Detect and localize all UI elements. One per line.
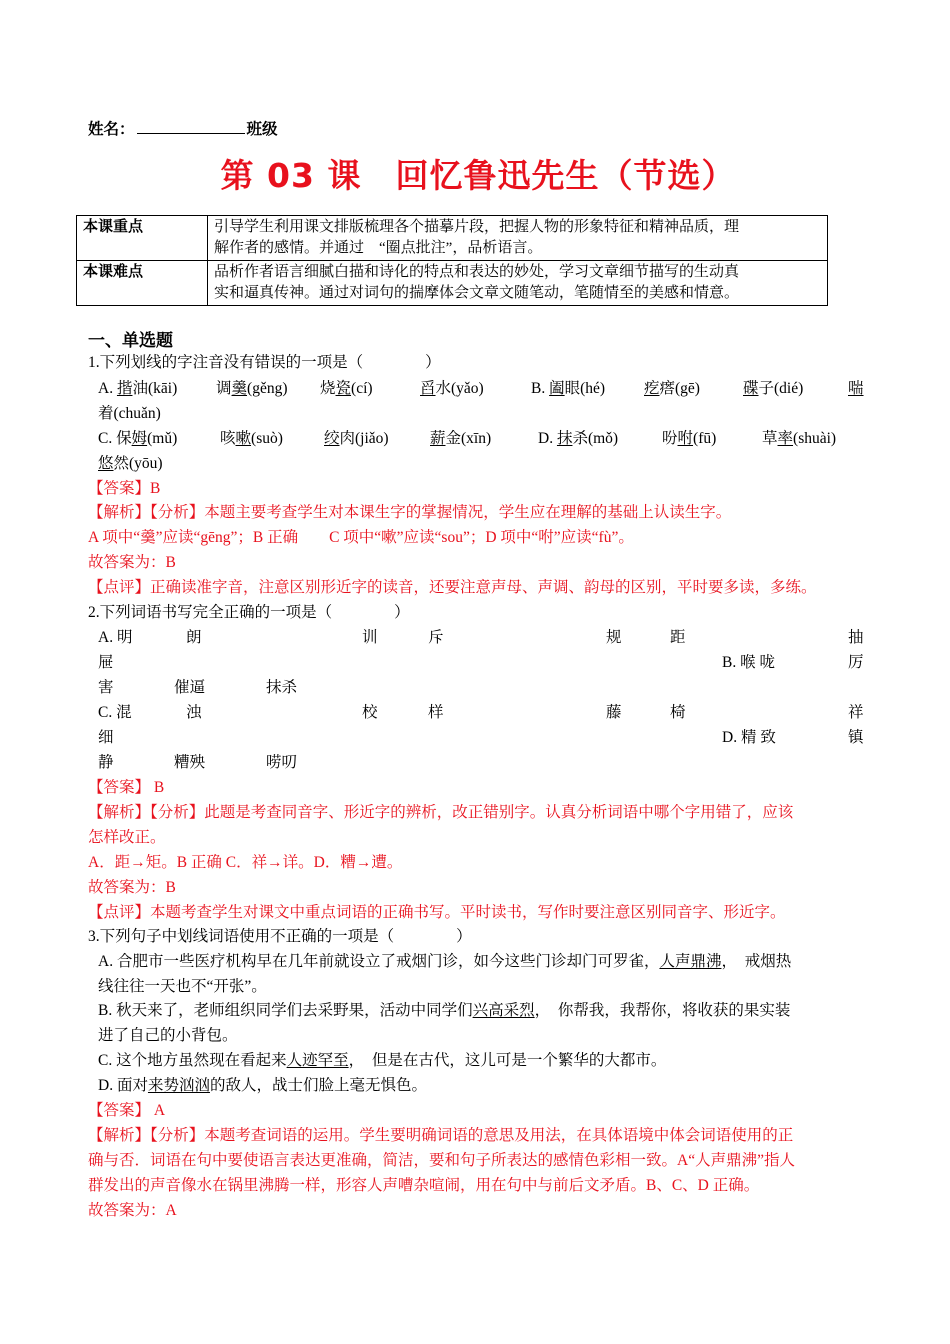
q2-word: 斥 xyxy=(428,629,444,646)
q2-option-b[interactable]: B. 喉 咙 xyxy=(722,654,775,671)
q2-word: 距 xyxy=(670,629,686,646)
pinyin: 油(kāi) xyxy=(132,380,178,397)
q1-c-item: 绞肉(jiǎo) xyxy=(324,430,389,447)
name-blank[interactable] xyxy=(137,119,245,134)
q1-detail: A 项中“羹”应读“gēng”；B 正确 C 项中“嗽”应读“sou”；D 项中“咐”应读“fù”。 xyxy=(88,529,634,546)
q2-option-d[interactable]: D. 精 致 xyxy=(722,729,776,746)
q3-analysis-cont: 确与否．词语在句中要使语言表达更准确，简洁，要和句子所表达的感情色彩相一致。A“人声鼎沸”指人 xyxy=(88,1152,795,1169)
q1-a-item: 调羹(gěng) xyxy=(216,380,288,397)
q1-c-item: 薪金(xīn) xyxy=(430,430,492,447)
q2-word: 催逼 xyxy=(174,679,206,696)
q2-analysis: 【解析】【分析】此题是考查同音字、形近字的辨析，改正错别字。认真分析词语中哪个字用错了，应该 xyxy=(88,804,794,821)
q2-word: 糟殃 xyxy=(174,754,206,771)
name-label: 姓名： xyxy=(88,121,135,138)
q1-d-item: 悠然(yōu) xyxy=(98,455,163,472)
q2-word: 浊 xyxy=(186,704,202,721)
q1-b-item: 碟子(dié) xyxy=(743,380,804,397)
q2-word: 校 xyxy=(362,704,378,721)
q1-option-b[interactable]: B. 阖眼(hé) xyxy=(531,380,606,397)
q1-option-a[interactable] xyxy=(98,376,177,398)
q2-word: 训 xyxy=(362,629,378,646)
q1-final: 故答案为：B xyxy=(88,554,176,571)
q3-option-b-cont: 进了自己的小背包。 xyxy=(98,1027,238,1044)
q1-a-item: 烧瓷(cí) xyxy=(320,380,373,397)
difficulty-content xyxy=(208,261,828,306)
q1-b-item: 喘 xyxy=(848,380,864,397)
section-heading: 一、单选题 xyxy=(88,331,173,350)
q2-word: 静 xyxy=(98,754,114,771)
q3-stem: 3.下列句子中划线词语使用不正确的一项是（ ） xyxy=(88,928,472,945)
class-label: 班级 xyxy=(246,121,278,138)
underlined-char: 揩 xyxy=(116,380,133,397)
difficulty-line: 实和逼真传神。通过对词句的揣摩体会文章文随笔动，笔随情至的美感和情意。 xyxy=(214,285,740,301)
q2-word: 椅 xyxy=(670,704,686,721)
q2-final: 故答案为：B xyxy=(88,879,176,896)
q3-option-a[interactable]: A. 合肥市一些医疗机构早在几年前就设立了戒烟门诊，如今这些门诊却门可罗雀，人声鼎沸， 戒烟热 xyxy=(98,953,792,970)
q1-c-item: 咳嗽(suò) xyxy=(220,430,283,447)
q1-b-item-cont: 着(chuǎn) xyxy=(98,405,161,422)
q2-stem: 2.下列词语书写完全正确的一项是（ ） xyxy=(88,604,410,621)
q3-answer: 【答案】 A xyxy=(88,1102,166,1119)
q2-comment: 【点评】本题考查学生对课文中重点词语的正确书写。平时读书，写作时要注意区别同音字、形近字。 xyxy=(88,904,786,921)
q2-word: 细 xyxy=(98,729,114,746)
q3-option-b[interactable]: B. 秋天来了，老师组织同学们去采野果，活动中同学们兴高采烈， 你帮我，我帮你，将收获的果实装 xyxy=(98,1002,791,1019)
q3-option-c[interactable]: C. 这个地方虽然现在看起来人迹罕至， 但是在古代，这儿可是一个繁华的大都市。 xyxy=(98,1052,667,1069)
q2-analysis-cont: 怎样改正。 xyxy=(88,829,166,846)
q1-b-item: 疙瘩(gē) xyxy=(644,380,700,397)
q1-d-item: 草率(shuài) xyxy=(762,430,837,447)
option-label: A. xyxy=(98,380,117,397)
q2-word: 朗 xyxy=(186,629,202,646)
q1-a-item: 舀水(yǎo) xyxy=(420,380,484,397)
q1-answer: 【答案】B xyxy=(88,480,161,497)
q2-word: 藤 xyxy=(606,704,622,721)
focus-content xyxy=(208,216,828,261)
q2-option-c[interactable]: C. 混 xyxy=(98,704,132,721)
q1-stem: 1.下列划线的字注音没有错误的一项是（ ） xyxy=(88,354,441,371)
q2-word: 害 xyxy=(98,679,114,696)
focus-label: 本课重点 xyxy=(77,216,208,261)
q2-word: 唠叨 xyxy=(266,754,298,771)
q2-answer: 【答案】 B xyxy=(88,779,165,796)
difficulty-line: 品析作者语言细腻白描和诗化的特点和表达的妙处，学习文章细节描写的生动真 xyxy=(214,264,740,280)
q1-option-c[interactable]: C. 保姆(mǔ) xyxy=(98,430,178,447)
q2-word: 屉 xyxy=(98,654,114,671)
page-title: 第 03 课 回忆鲁迅先生（节选） xyxy=(220,156,736,195)
focus-line: 引导学生利用课文排版梳理各个描摹片段，把握人物的形象特征和精神品质，理 xyxy=(214,219,740,235)
q2-word: 厉 xyxy=(848,654,864,671)
q2-word: 规 xyxy=(606,629,622,646)
q2-word: 祥 xyxy=(848,704,864,721)
difficulty-label: 本课难点 xyxy=(77,261,208,306)
q3-option-a-cont: 线往往一天也不“开张”。 xyxy=(98,978,267,995)
name-class-line xyxy=(88,117,278,139)
q1-analysis: 【解析】【分析】本题主要考查学生对本课生字的掌握情况，学生应在理解的基础上认读生字。 xyxy=(88,504,732,521)
q2-option-a[interactable]: A. 明 xyxy=(98,629,133,646)
q2-word: 样 xyxy=(428,704,444,721)
q1-option-d[interactable]: D. 抹杀(mǒ) xyxy=(538,430,619,447)
focus-table xyxy=(76,215,828,306)
q2-word: 抽 xyxy=(848,629,864,646)
q3-analysis-cont: 群发出的声音像水在锅里沸腾一样，形容人声嘈杂喧闹，用在句中与前后文矛盾。B、C、D 正确。 xyxy=(88,1177,760,1194)
q3-option-d[interactable]: D. 面对来势汹汹的敌人，战士们脸上毫无惧色。 xyxy=(98,1077,427,1094)
focus-line: 解作者的感情。并通过 “圈点批注”，品析语言。 xyxy=(214,240,543,256)
q2-word: 镇 xyxy=(848,729,864,746)
q3-final: 故答案为：A xyxy=(88,1202,177,1219)
q3-analysis: 【解析】【分析】本题考查词语的运用。学生要明确词语的意思及用法，在具体语境中体会词语使用的正 xyxy=(88,1127,794,1144)
q2-detail: A．距→矩。B 正确 C．祥→详。D．糟→遭。 xyxy=(88,854,403,871)
q1-d-item: 吩咐(fū) xyxy=(662,430,717,447)
q2-word: 抹杀 xyxy=(266,679,298,696)
q1-comment: 【点评】正确读准字音，注意区别形近字的读音，还要注意声母、声调、韵母的区别，平时要多读，多练。 xyxy=(88,579,817,596)
